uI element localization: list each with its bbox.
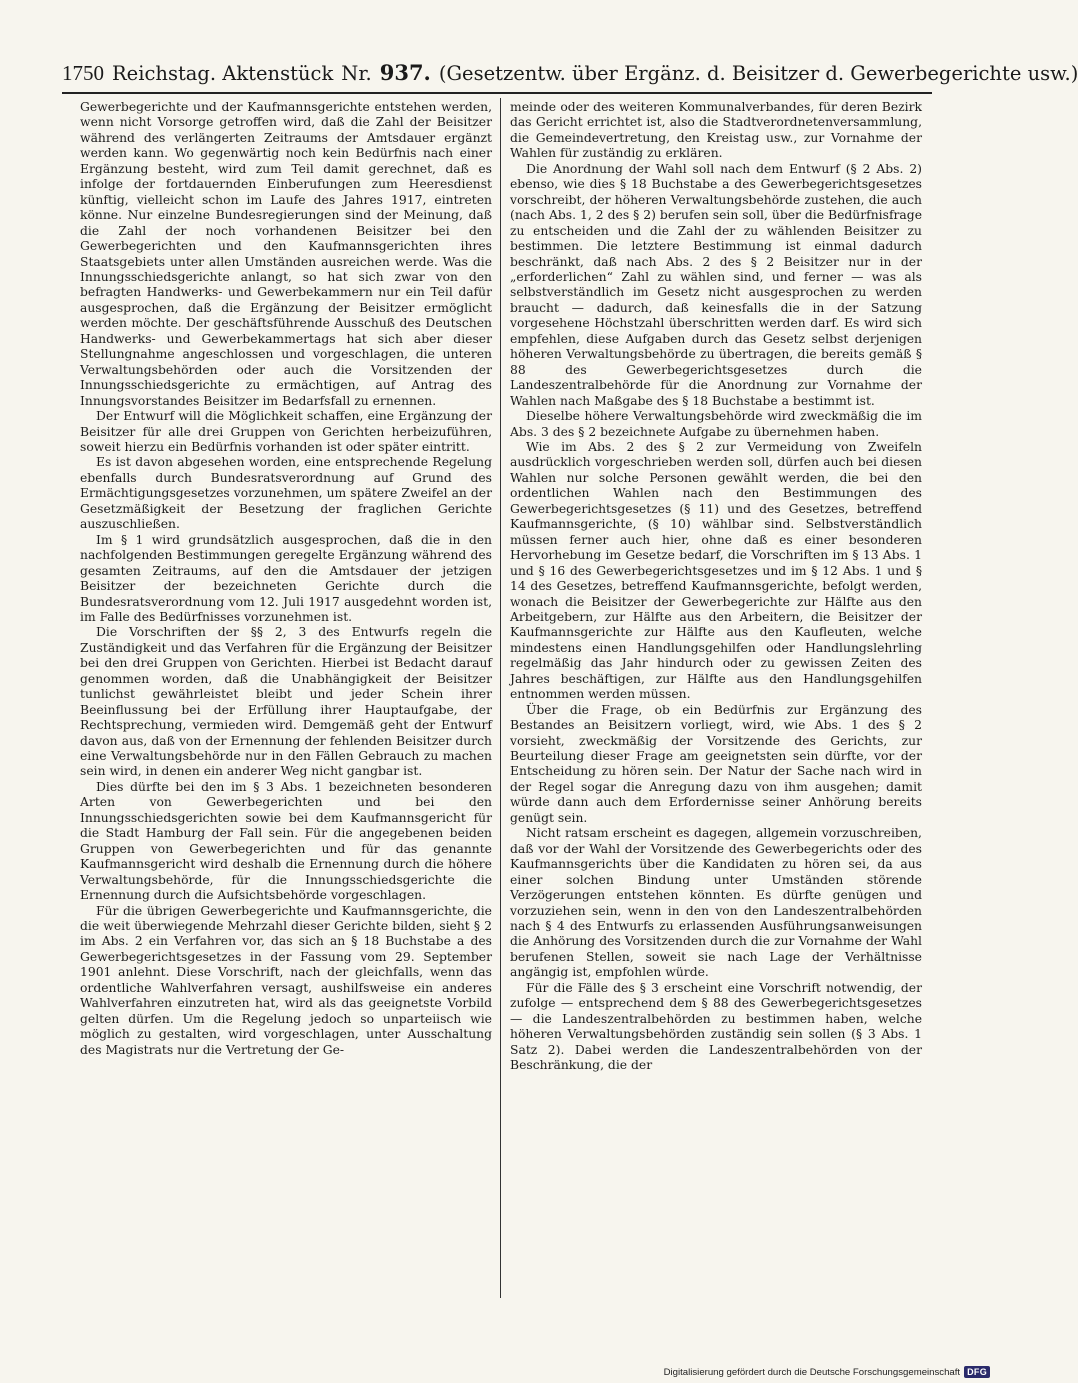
paragraph: Gewerbegerichte und der Kaufmannsgerichte entstehen werden, wenn nicht Vorsorge getroffen wird, daß die Zahl der Beisitzer während des verlängerten Zeitraums der Amtsdauer ergänzt werden kann. Wo gegenwärtig noch kein Bedürfnis nach einer Ergänzung besteht, wird zum Teil damit gerechnet, daß es infolge der fortdauernden Einberufungen zum Heeresdienst künftig, vielleicht schon im Laufe des Jahres 1917, eintreten könne. Nur einzelne Bundesregierungen sind der Meinung, daß die Zahl der noch vorhandenen Beisitzer bei den Gewerbegerichten und den Kaufmannsgerichten ihres Staatsgebiets unter allen Umständen ausreichen werde. Was die Innungsschiedsgerichte anlangt, so hat sich zwar von den befragten Handwerks- und Gewerbekammern nur ein Teil dafür ausgesprochen, daß die Ergänzung der Beisitzer ermöglicht werden möchte. Der geschäftsführende Ausschuß des Deutschen Handwerks- und Gewerbekammertags hat sich aber dieser Stellungnahme angeschlossen und vorgeschlagen, die unteren Verwaltungsbehörden oder auch die Vorsitzenden der Innungsschiedsgerichte zu ermächtigen, auf Antrag des Innungsvorstandes Beisitzer im Bedarfsfall zu ernennen. <box>80 100 492 408</box>
paragraph: Über die Frage, ob ein Bedürfnis zur Ergänzung des Bestandes an Beisitzern vorliegt, wird, wie Abs. 1 des § 2 vorsieht, zweckmäßig der Vorsitzende des Gerichts, zur Beurteilung dieser Frage am geeignetsten sein dürfte, vor der Entscheidung zu hören sein. Der Natur der Sache nach wird in der Regel sogar die Anregung dazu von ihm ausgehen; damit würde dann auch dem Erfordernisse seiner Anhörung bereits genügt sein. <box>510 702 922 825</box>
paragraph: Es ist davon abgesehen worden, eine entsprechende Regelung ebenfalls durch Bundesratsverordnung auf Grund des Ermächtigungsgesetzes vorzunehmen, um spätere Zweifel an der Gesetzmäßigkeit der Besetzung der fraglichen Gerichte auszuschließen. <box>80 455 492 532</box>
column-divider <box>500 98 501 1298</box>
nr-label: Nr. <box>341 62 372 85</box>
paragraph: Für die übrigen Gewerbegerichte und Kaufmannsgerichte, die die weit überwiegende Mehrzahl dieser Gerichte bilden, sieht § 2 im Abs. 2 ein Verfahren vor, das sich an § 18 Buchstabe a des Gewerbegerichtsgesetzes in der Fassung vom 29. September 1901 anlehnt. Diese Vorschrift, nach der gleichfalls, wenn das ordentliche Wahlverfahren versagt, aushilfsweise ein anderes Wahlverfahren einzutreten hat, wird als das geeignetste Vorbild gelten dürfen. Um die Regelung jedoch so unparteiisch wie möglich zu gestalten, wird vorgeschlagen, unter Ausschaltung des Magistrats nur die Vertretung der Ge- <box>80 903 492 1057</box>
page-header <box>62 60 1078 86</box>
paragraph: Im § 1 wird grundsätzlich ausgesprochen, daß die in den nachfolgenden Bestimmungen geregelte Ergänzung während des gesamten Zeitraums, auf den die Amtsdauer der jetzigen Beisitzer der bezeichneten Gerichte durch die Bundesratsverordnung vom 12. Juli 1917 ausgedehnt worden ist, im Falle des Bedürfnisses vorzunehmen ist. <box>80 532 492 624</box>
header-rule <box>62 92 932 94</box>
paragraph: Dieselbe höhere Verwaltungsbehörde wird zweckmäßig die im Abs. 3 des § 2 bezeichnete Aufgabe zu übernehmen haben. <box>510 409 922 439</box>
paragraph: Der Entwurf will die Möglichkeit schaffen, eine Ergänzung der Beisitzer für alle drei Gruppen von Gerichten herbeizuführen, soweit hierzu ein Bedürfnis vorhanden ist oder später eintritt. <box>80 409 492 454</box>
paragraph: Für die Fälle des § 3 erscheint eine Vorschrift notwendig, der zufolge — entsprechend dem § 88 des Gewerbegerichtsgesetzes — die Landeszentralbehörden zu bestimmen haben, welche höheren Verwaltungsbehörden zuständig sein sollen (§ 3 Abs. 1 Satz 2). Dabei werden die Landeszentralbehörden von der Beschränkung, die der <box>510 980 922 1073</box>
document-topic: (Gesetzentw. über Ergänz. d. Beisitzer d. Gewerbegerichte usw.) <box>438 62 1078 85</box>
paragraph: Wie im Abs. 2 des § 2 zur Vermeidung von Zweifeln ausdrücklich vorgeschrieben werden soll, dürfen auch bei diesen Wahlen nur solche Personen gewählt werden, die bei den ordentlichen Wahlen nach den Bestimmungen des Gewerbegerichtsgesetzes (§ 11) und des Gesetzes, betreffend Kaufmannsgerichte, (§ 10) wählbar sind. Selbstverständlich müssen ferner auch hier, ohne daß es einer besonderen Hervorhebung im Gesetze bedarf, die Vorschriften im § 13 Abs. 1 und § 16 des Gewerbegerichtsgesetzes und im § 12 Abs. 1 und § 14 des Gesetzes, betreffend Kaufmannsgerichte, befolgt werden, wonach die Beisitzer der Gewerbegerichte zur Hälfte aus den Arbeitgebern, zur Hälfte aus den Arbeitern, die Beisitzer der Kaufmannsgerichte zur Hälfte aus den Kaufleuten, welche mindestens einen Handlungsgehilfen oder Handlungslehrling regelmäßig das Jahr hindurch oder zu gewissen Zeiten des Jahres beschäftigen, zur Hälfte aus den Handlungsgehilfen entnommen werden müssen. <box>510 439 922 702</box>
left-column <box>80 100 492 1295</box>
right-column <box>510 100 922 1295</box>
footer-text: Digitalisierung gefördert durch die Deutsche Forschungsgemeinschaft <box>663 1366 961 1378</box>
dfg-logo: DFG <box>964 1366 990 1378</box>
paragraph: Die Vorschriften der §§ 2, 3 des Entwurfs regeln die Zuständigkeit und das Verfahren für die Ergänzung der Beisitzer bei den drei Gruppen von Gerichten. Hierbei ist Bedacht darauf genommen worden, daß die Unabhängigkeit der Beisitzer tunlichst gewährleistet bleibt und jeder Schein ihrer Beeinflussung bei der Erfüllung ihrer Hauptaufgabe, der Rechtsprechung, vermieden wird. Demgemäß geht der Entwurf davon aus, daß von der Ernennung der fehlenden Beisitzer durch eine Verwaltungsbehörde nur in den Fällen Gebrauch zu machen sein wird, in denen ein anderer Weg nicht gangbar ist. <box>80 625 492 779</box>
paragraph: meinde oder des weiteren Kommunalverbandes, für deren Bezirk das Gericht errichtet ist, also die Stadtverordnetenversammlung, die Gemeindevertretung, den Kreistag usw., zur Vornahme der Wahlen für zuständig zu erklären. <box>510 100 922 161</box>
publication-title: Reichstag. Aktenstück <box>112 62 334 85</box>
paragraph: Dies dürfte bei den im § 3 Abs. 1 bezeichneten besonderen Arten von Gewerbegerichten und bei den Innungsschiedsgerichten sowie bei dem Kaufmannsgericht für die Stadt Hamburg der Fall sein. Für die angegebenen beiden Gruppen von Gewerbegerichten und für das genannte Kaufmannsgericht wird deshalb die Ernennung durch die höhere Verwaltungsbehörde, für die Innungsschiedsgerichte die Ernennung durch die Aufsichtsbehörde vorgeschlagen. <box>80 779 492 903</box>
document-number: 937. <box>379 60 431 85</box>
digitization-footer <box>590 1366 990 1378</box>
paragraph: Nicht ratsam erscheint es dagegen, allgemein vorzuschreiben, daß vor der Wahl der Vorsitzende des Gewerbegerichts oder des Kaufmannsgerichts über die Kandidaten zu hören sei, da aus einer solchen Bindung unter Umständen störende Verzögerungen entstehen könnten. Es dürfte genügen und vorzuziehen sein, wenn in den von den Landeszentralbehörden nach § 4 des Entwurfs zu erlassenden Ausführungsanweisungen die Anhörung des Vorsitzenden durch die zur Vornahme der Wahl berufenen Stellen, soweit sie nach Lage der Verhältnisse angängig ist, empfohlen würde. <box>510 826 922 980</box>
paragraph: Die Anordnung der Wahl soll nach dem Entwurf (§ 2 Abs. 2) ebenso, wie dies § 18 Buchstabe a des Gewerbegerichtsgesetzes vorschreibt, der höheren Verwaltungsbehörde zustehen, die auch (nach Abs. 1, 2 des § 2) berufen sein soll, über die Bedürfnisfrage zu entscheiden und die Zahl der zu wählenden Beisitzer zu bestimmen. Die letztere Bestimmung ist einmal dadurch beschränkt, daß nach Abs. 2 des § 2 Beisitzer nur in der „erforderlichen“ Zahl zu wählen sind, und ferner — was als selbstverständlich im Gesetz nicht ausgesprochen zu werden braucht — dadurch, daß keinesfalls die in der Satzung vorgesehene Höchstzahl überschritten werden darf. Es wird sich empfehlen, diese Aufgaben durch das Gesetz selbst derjenigen höheren Verwaltungsbehörde zu übertragen, die bereits gemäß § 88 des Gewerbegerichtsgesetzes durch die Landeszentralbehörde für die Anordnung zur Vornahme der Wahlen nach Maßgabe des § 18 Buchstabe a bestimmt ist. <box>510 161 922 408</box>
page-number: 1750 <box>62 61 104 85</box>
